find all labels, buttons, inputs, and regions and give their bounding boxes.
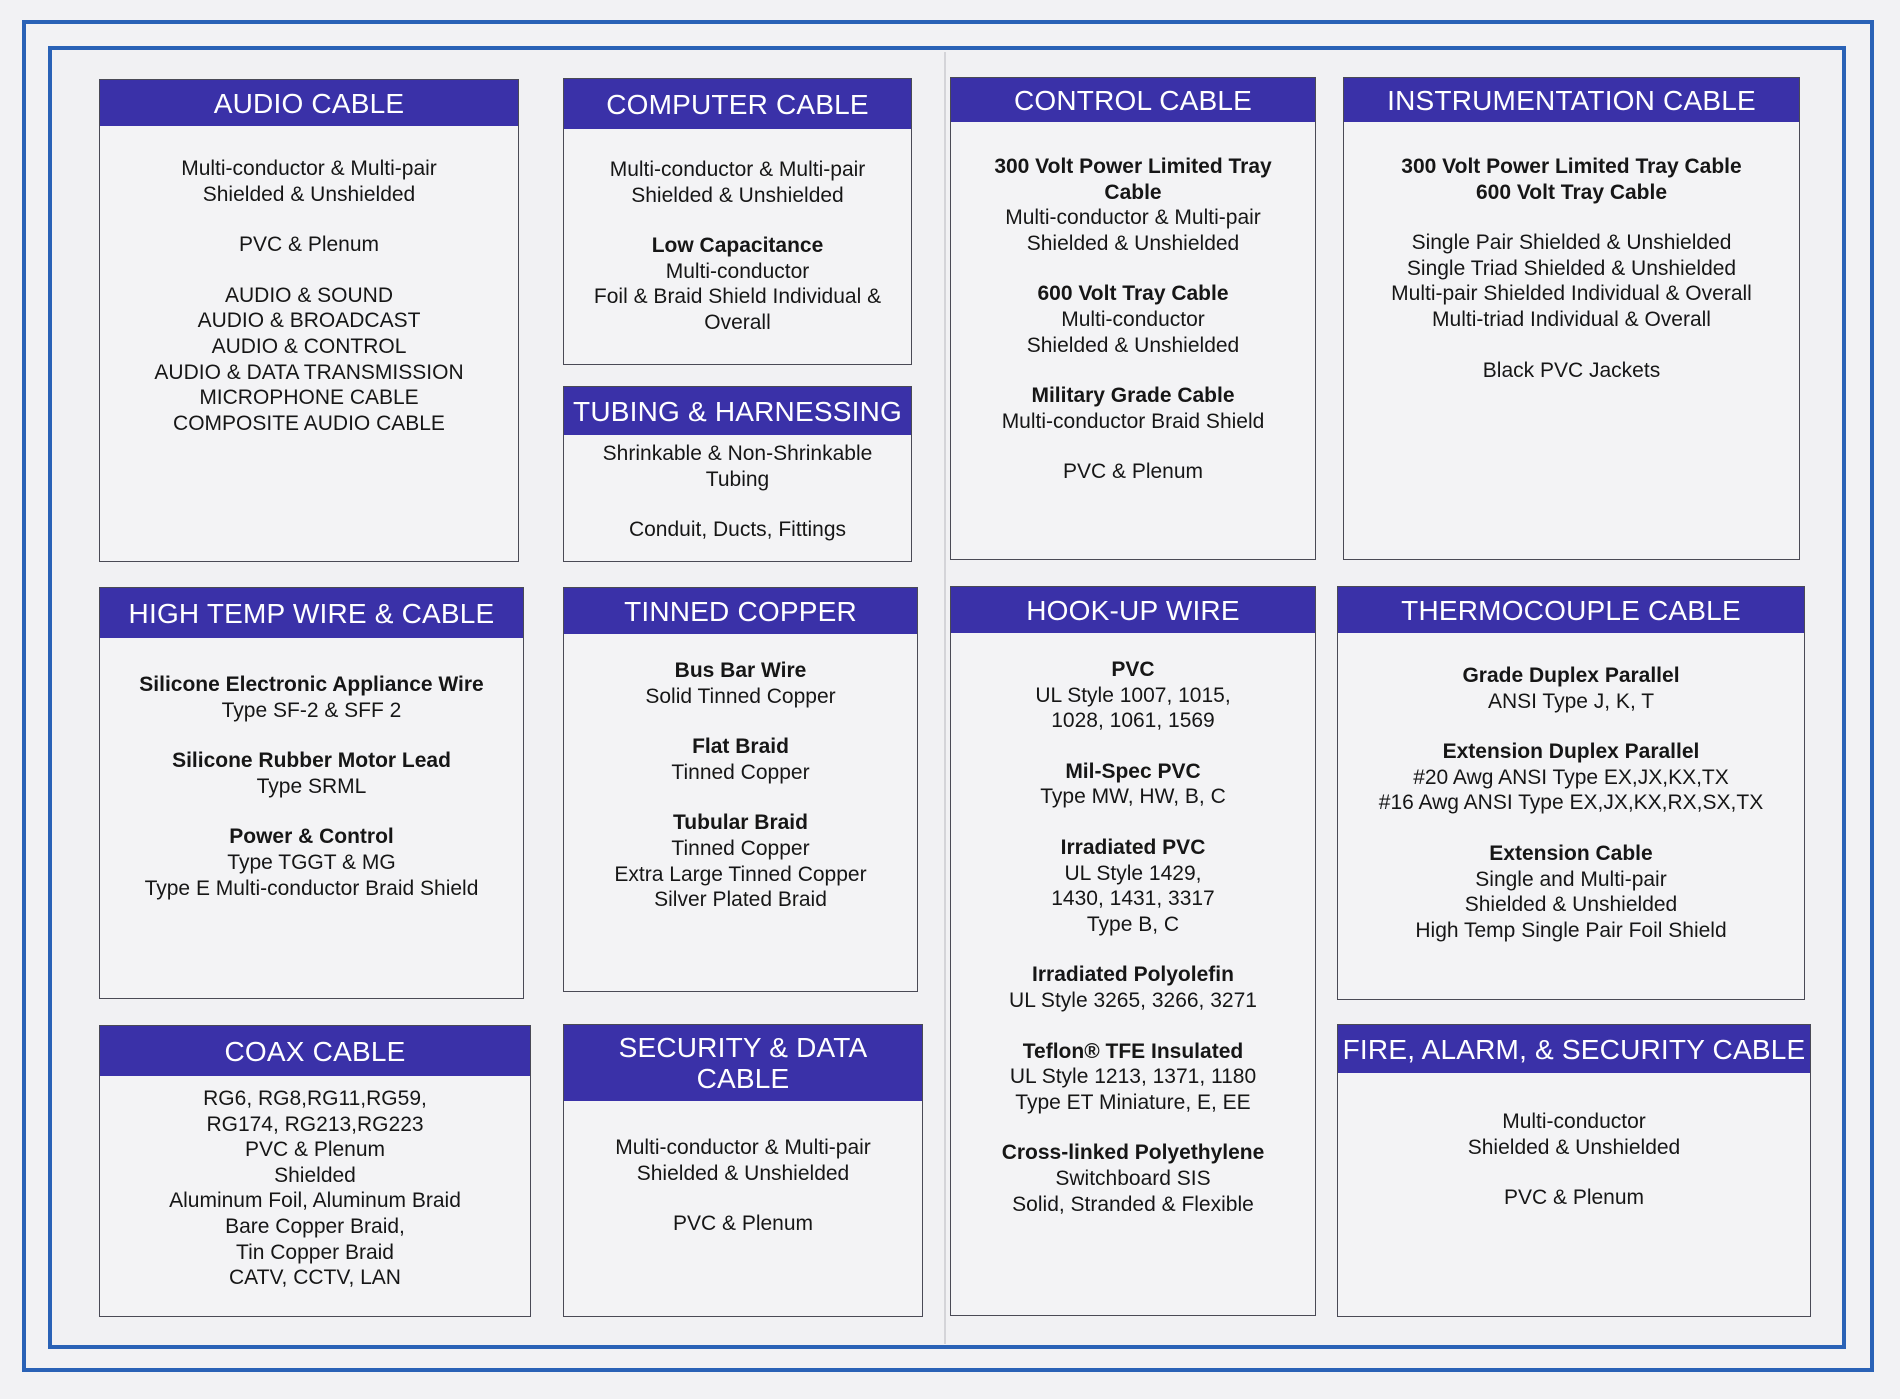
product-heading: Cable xyxy=(1104,180,1162,204)
product-heading: 600 Volt Tray Cable xyxy=(1475,180,1668,204)
panel-title: INSTRUMENTATION CABLE xyxy=(1344,78,1799,122)
panel-title: TINNED COPPER xyxy=(564,588,917,634)
product-detail: AUDIO & SOUND xyxy=(224,283,394,307)
line-gap xyxy=(1352,205,1791,230)
product-detail: Multi-conductor xyxy=(665,259,810,283)
product-heading: Flat Braid xyxy=(692,735,789,759)
line-gap xyxy=(1346,1160,1802,1185)
product-detail: #20 Awg ANSI Type EX,JX,KX,TX xyxy=(1413,765,1729,789)
product-detail: Silver Plated Braid xyxy=(654,888,827,912)
panel-body xyxy=(1344,122,1799,383)
panel-hook-up-wire xyxy=(950,586,1316,1316)
product-detail: Multi-conductor Braid Shield xyxy=(1001,409,1265,433)
line-gap xyxy=(959,1115,1307,1140)
product-heading: Silicone Electronic Appliance Wire xyxy=(139,673,484,696)
product-detail: Multi-conductor & Multi-pair xyxy=(1005,206,1261,230)
line-gap xyxy=(572,1186,914,1211)
line-gap xyxy=(572,709,909,734)
line-gap xyxy=(108,799,515,824)
product-detail: UL Style 1213, 1371, 1180 xyxy=(1009,1065,1257,1089)
product-detail: Type ET Miniature, E, EE xyxy=(1015,1090,1251,1114)
line-gap xyxy=(108,207,510,232)
panel-security-data-cable xyxy=(563,1024,923,1317)
product-detail: Shrinkable & Non-Shrinkable xyxy=(602,442,873,465)
product-detail: Shielded & Unshielded xyxy=(1467,1135,1681,1159)
product-detail: Shielded & Unshielded xyxy=(631,183,844,207)
product-heading: Silicone Rubber Motor Lead xyxy=(172,749,451,773)
panel-instrumentation-cable xyxy=(1343,77,1800,560)
panel-title: SECURITY & DATA CABLE xyxy=(564,1025,922,1101)
product-detail: AUDIO & DATA TRANSMISSION xyxy=(154,360,464,384)
product-heading: 600 Volt Tray Cable xyxy=(1037,282,1229,306)
line-gap xyxy=(572,785,909,810)
product-detail: RG174, RG213,RG223 xyxy=(206,1112,424,1136)
product-detail: Multi-pair Shielded Individual & Overall xyxy=(1391,282,1752,306)
product-heading: Irradiated Polyolefin xyxy=(1032,963,1234,987)
product-detail: Black PVC Jackets xyxy=(1482,358,1661,382)
product-detail: Type MW, HW, B, C xyxy=(1040,785,1226,809)
panel-body xyxy=(100,1076,530,1291)
panel-title: TUBING & HARNESSING xyxy=(564,387,911,435)
product-detail: Shielded & Unshielded xyxy=(1026,231,1240,255)
line-gap xyxy=(959,810,1307,835)
product-detail: Shielded xyxy=(274,1163,356,1187)
panel-body xyxy=(100,126,518,436)
panel-body xyxy=(564,634,917,913)
product-heading: Low Capacitance xyxy=(651,234,824,258)
product-detail: 1028, 1061, 1569 xyxy=(1051,709,1215,733)
product-detail: Multi-conductor xyxy=(1061,307,1205,331)
product-detail: Solid, Stranded & Flexible xyxy=(1012,1192,1254,1216)
line-gap xyxy=(572,492,903,517)
product-detail: Switchboard SIS xyxy=(1055,1166,1211,1190)
product-detail: Multi-conductor xyxy=(1502,1110,1646,1133)
panel-title: AUDIO CABLE xyxy=(100,80,518,126)
panel-tubing-harnessing xyxy=(563,386,912,562)
product-detail: Type TGGT & MG xyxy=(227,850,396,874)
product-detail: Tinned Copper xyxy=(671,760,810,784)
product-heading: Teflon® TFE Insulated xyxy=(1022,1039,1244,1063)
line-gap xyxy=(959,358,1307,383)
panel-thermocouple-cable xyxy=(1337,586,1805,1000)
product-heading: Military Grade Cable xyxy=(1031,384,1235,408)
panel-title: CONTROL CABLE xyxy=(951,78,1315,122)
product-heading: 300 Volt Power Limited Tray Cable xyxy=(1401,155,1742,178)
panel-coax-cable xyxy=(99,1025,531,1317)
product-detail: CATV, CCTV, LAN xyxy=(229,1266,401,1290)
product-heading: Extension Duplex Parallel xyxy=(1442,740,1700,764)
product-detail: High Temp Single Pair Foil Shield xyxy=(1415,918,1727,942)
product-detail: PVC & Plenum xyxy=(244,1138,386,1162)
panel-body xyxy=(564,129,911,336)
product-detail: Shielded & Unshielded xyxy=(636,1161,850,1185)
product-heading: 300 Volt Power Limited Tray xyxy=(994,155,1272,178)
line-gap xyxy=(959,937,1307,962)
product-detail: PVC & Plenum xyxy=(672,1212,814,1236)
product-detail: Overall xyxy=(704,310,771,334)
panel-title: THERMOCOUPLE CABLE xyxy=(1338,587,1804,633)
product-detail: Shielded & Unshielded xyxy=(1464,893,1678,917)
product-detail: Conduit, Ducts, Fittings xyxy=(628,518,847,542)
product-detail: Type E Multi-conductor Braid Shield xyxy=(144,876,479,900)
product-detail: Type SF-2 & SFF 2 xyxy=(221,698,402,722)
product-detail: Single Pair Shielded & Unshielded xyxy=(1411,231,1732,255)
line-gap xyxy=(1352,333,1791,358)
product-detail: COMPOSITE AUDIO CABLE xyxy=(173,411,445,435)
product-detail: Shielded & Unshielded xyxy=(202,182,416,206)
product-detail: Type B, C xyxy=(1086,912,1180,936)
product-detail: PVC & Plenum xyxy=(1062,460,1204,484)
product-heading: Mil-Spec PVC xyxy=(1065,759,1201,783)
panel-body xyxy=(1338,1073,1810,1211)
product-detail: Single and Multi-pair xyxy=(1475,867,1667,891)
product-detail: Solid Tinned Copper xyxy=(645,684,836,708)
line-gap xyxy=(1346,714,1796,739)
product-detail: Tubing xyxy=(705,467,770,491)
product-detail: Shielded & Unshielded xyxy=(1026,333,1240,357)
line-gap xyxy=(959,734,1307,759)
panel-body xyxy=(100,638,523,901)
panel-computer-cable xyxy=(563,78,912,365)
product-detail: Type SRML xyxy=(256,774,367,798)
product-detail: AUDIO & CONTROL xyxy=(211,334,407,358)
panel-high-temp-wire-cable xyxy=(99,587,524,999)
line-gap xyxy=(959,434,1307,459)
product-heading: Irradiated PVC xyxy=(1060,835,1206,859)
panel-fire-alarm-security-cable xyxy=(1337,1024,1811,1317)
product-detail: PVC & Plenum xyxy=(238,233,380,257)
product-detail: ANSI Type J, K, T xyxy=(1487,689,1655,713)
panel-body xyxy=(1338,633,1804,943)
product-heading: Tubular Braid xyxy=(673,811,808,835)
product-detail: Multi-conductor & Multi-pair xyxy=(181,157,437,180)
product-heading: Extension Cable xyxy=(1489,841,1653,865)
line-gap xyxy=(572,208,903,233)
panel-control-cable xyxy=(950,77,1316,560)
panel-body xyxy=(564,1101,922,1237)
line-gap xyxy=(959,256,1307,281)
product-detail: Aluminum Foil, Aluminum Braid xyxy=(169,1189,461,1213)
line-gap xyxy=(108,723,515,748)
product-detail: AUDIO & BROADCAST xyxy=(197,309,421,333)
panel-body xyxy=(564,435,911,543)
panel-title: COAX CABLE xyxy=(100,1026,530,1076)
panel-title: HIGH TEMP WIRE & CABLE xyxy=(100,588,523,638)
product-detail: UL Style 3265, 3266, 3271 xyxy=(1009,988,1257,1012)
product-detail: Foil & Braid Shield Individual & xyxy=(593,285,882,309)
product-detail: Tinned Copper xyxy=(671,836,810,860)
product-detail: 1430, 1431, 3317 xyxy=(1051,887,1215,911)
panel-title: FIRE, ALARM, & SECURITY CABLE xyxy=(1338,1025,1810,1073)
product-detail: #16 Awg ANSI Type EX,JX,KX,RX,SX,TX xyxy=(1378,791,1764,815)
panel-audio-cable xyxy=(99,79,519,562)
panel-body xyxy=(951,633,1315,1217)
line-gap xyxy=(959,1014,1307,1039)
product-detail: Tin Copper Braid xyxy=(236,1240,394,1264)
panel-title: HOOK-UP WIRE xyxy=(951,587,1315,633)
product-detail: UL Style 1429, xyxy=(1064,861,1202,885)
product-detail: Single Triad Shielded & Unshielded xyxy=(1406,256,1737,280)
panel-title: COMPUTER CABLE xyxy=(564,79,911,129)
panel-tinned-copper xyxy=(563,587,918,992)
product-heading: Grade Duplex Parallel xyxy=(1462,664,1680,687)
line-gap xyxy=(1346,816,1796,841)
product-heading: Power & Control xyxy=(229,825,394,849)
product-heading: Cross-linked Polyethylene xyxy=(1001,1141,1265,1165)
product-detail: PVC & Plenum xyxy=(1503,1186,1645,1210)
product-heading: PVC xyxy=(1111,658,1155,681)
product-detail: MICROPHONE CABLE xyxy=(199,386,419,410)
product-detail: RG6, RG8,RG11,RG59, xyxy=(203,1087,427,1110)
product-detail: Multi-conductor & Multi-pair xyxy=(615,1136,871,1159)
product-heading: Bus Bar Wire xyxy=(674,659,807,682)
product-detail: Extra Large Tinned Copper xyxy=(614,862,867,886)
product-detail: Multi-triad Individual & Overall xyxy=(1432,307,1711,331)
product-detail: Multi-conductor & Multi-pair xyxy=(609,158,866,181)
product-detail: UL Style 1007, 1015, xyxy=(1035,683,1231,707)
product-detail: Bare Copper Braid, xyxy=(225,1214,405,1238)
line-gap xyxy=(108,258,510,283)
panel-body xyxy=(951,122,1315,485)
page-fold-line xyxy=(944,52,946,1344)
